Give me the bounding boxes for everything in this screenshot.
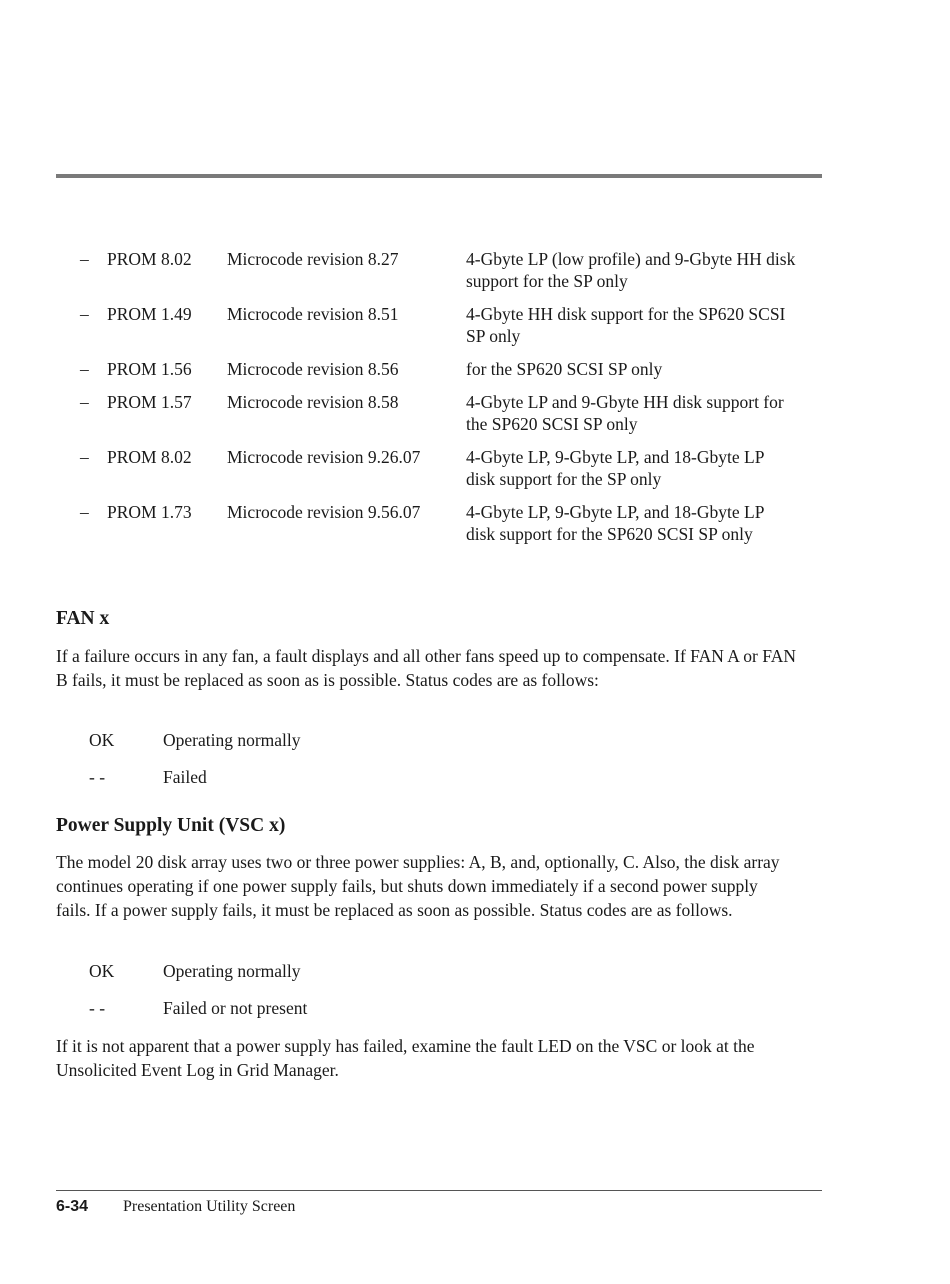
prom-description: for the SP620 SCSI SP only bbox=[466, 359, 663, 379]
prom-description: 4-Gbyte HH disk support for the SP620 SCSI SP only bbox=[466, 304, 786, 346]
list-dash: – bbox=[80, 502, 89, 522]
list-dash: – bbox=[80, 447, 89, 467]
prom-version: PROM 8.02 bbox=[107, 447, 192, 467]
prom-row bbox=[56, 391, 816, 435]
prom-version: PROM 1.56 bbox=[107, 359, 192, 379]
microcode-revision: Microcode revision 8.51 bbox=[227, 304, 399, 324]
prom-row bbox=[56, 248, 816, 292]
status-meaning: Failed or not present bbox=[163, 998, 308, 1018]
header-rule bbox=[56, 174, 822, 178]
list-dash: – bbox=[80, 304, 89, 324]
list-dash: – bbox=[80, 359, 89, 379]
prom-description: 4-Gbyte LP and 9-Gbyte HH disk support for the SP620 SCSI SP only bbox=[466, 392, 784, 434]
prom-row bbox=[56, 446, 816, 490]
page-footer bbox=[56, 1196, 656, 1218]
prom-description: 4-Gbyte LP, 9-Gbyte LP, and 18-Gbyte LP disk support for the SP620 SCSI SP only bbox=[466, 502, 764, 544]
fan-heading: FAN x bbox=[56, 608, 110, 629]
fan-paragraph: If a failure occurs in any fan, a fault displays and all other fans speed up to compensate. If FAN A or FAN B fails, it must be replaced as soon as is possible. Status codes are as follows: bbox=[56, 646, 796, 690]
prom-version: PROM 1.57 bbox=[107, 392, 192, 412]
page-number: 6-34 bbox=[56, 1198, 89, 1215]
prom-row bbox=[56, 501, 816, 545]
microcode-revision: Microcode revision 8.27 bbox=[227, 249, 399, 269]
status-meaning: Operating normally bbox=[163, 730, 301, 750]
power-supply-paragraph: The model 20 disk array uses two or three power supplies: A, B, and, optionally, C. Also, the disk array continues operating if one power supply fails, but shuts down immediately if a second power supply fails. If a power supply fails, it must be replaced as soon as possible. Status codes are as follows. bbox=[56, 852, 780, 920]
prom-revision-table bbox=[56, 248, 816, 556]
prom-description: 4-Gbyte LP (low profile) and 9-Gbyte HH disk support for the SP only bbox=[466, 249, 796, 291]
power-supply-closing-paragraph: If it is not apparent that a power supply has failed, examine the fault LED on the VSC or look at the Unsolicited Event Log in Grid Manager. bbox=[56, 1036, 755, 1080]
status-code: - - bbox=[89, 998, 106, 1018]
prom-version: PROM 1.73 bbox=[107, 502, 192, 522]
power-supply-heading: Power Supply Unit (VSC x) bbox=[56, 815, 286, 836]
prom-version: PROM 8.02 bbox=[107, 249, 192, 269]
footer-rule bbox=[56, 1190, 822, 1191]
status-meaning: Operating normally bbox=[163, 961, 301, 981]
prom-version: PROM 1.49 bbox=[107, 304, 192, 324]
status-meaning: Failed bbox=[163, 767, 207, 787]
list-dash: – bbox=[80, 249, 89, 269]
microcode-revision: Microcode revision 9.56.07 bbox=[227, 502, 421, 522]
prom-description: 4-Gbyte LP, 9-Gbyte LP, and 18-Gbyte LP disk support for the SP only bbox=[466, 447, 764, 489]
prom-row bbox=[56, 303, 816, 347]
section-title: Presentation Utility Screen bbox=[123, 1198, 296, 1215]
status-code: - - bbox=[89, 767, 106, 787]
prom-row bbox=[56, 358, 816, 380]
microcode-revision: Microcode revision 8.56 bbox=[227, 359, 399, 379]
microcode-revision: Microcode revision 9.26.07 bbox=[227, 447, 421, 467]
microcode-revision: Microcode revision 8.58 bbox=[227, 392, 399, 412]
list-dash: – bbox=[80, 392, 89, 412]
status-code: OK bbox=[89, 730, 115, 750]
status-code: OK bbox=[89, 961, 115, 981]
